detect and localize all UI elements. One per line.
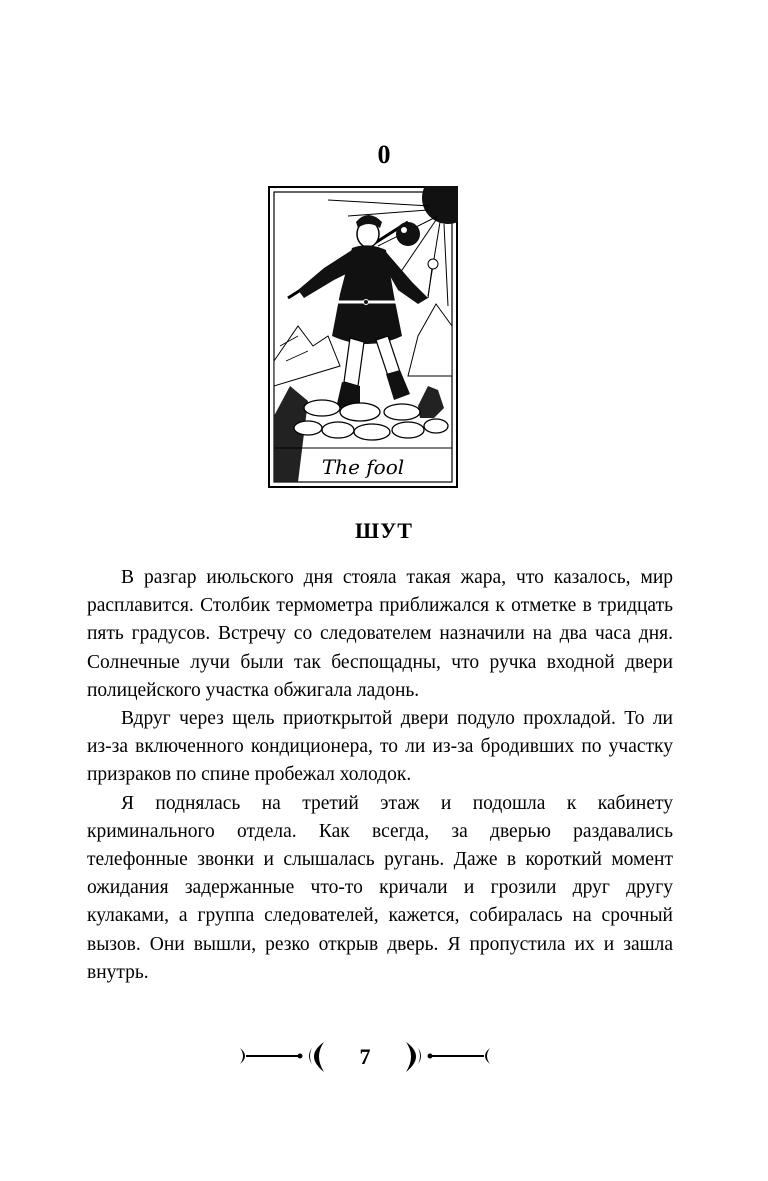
- page-number: 7: [359, 1044, 371, 1069]
- body-text: [87, 564, 673, 987]
- chapter-title: ШУТ: [355, 518, 413, 543]
- tarot-card-fool-illustration: [268, 186, 458, 488]
- paragraph: Я поднялась на третий этаж и подошла к кабинету криминального отдела. Как всегда, за дверью раздавались телефонные звонки и слышалась ругань. Даже в короткий момент ожидания задержанные что-то кричали и грозили друг другу кулаками, а группа следователей, кажется, собиралась на срочный вызов. Они вышли, резко открыв дверь. Я пропустила их и зашла внутрь.: [87, 792, 673, 983]
- card-caption: The fool: [321, 455, 405, 479]
- paragraph: Вдруг через щель приоткрытой двери подуло прохладой. То ли из-за включенного кондиционера, то ли из-за бродивших по участку призраков по спине пробежал холодок.: [87, 708, 673, 786]
- page-footer: [236, 1036, 494, 1086]
- chapter-number: 0: [377, 140, 391, 169]
- paragraph: В разгар июльского дня стояла такая жара, что казалось, мир расплавится. Столбик термометра приближался к отметке в тридцать пять градусов. Встречу со следователем назначили на два часа дня. Солнечные лучи были так беспощадны, что ручка входной двери полицейского участка обжигала ладонь.: [87, 567, 673, 701]
